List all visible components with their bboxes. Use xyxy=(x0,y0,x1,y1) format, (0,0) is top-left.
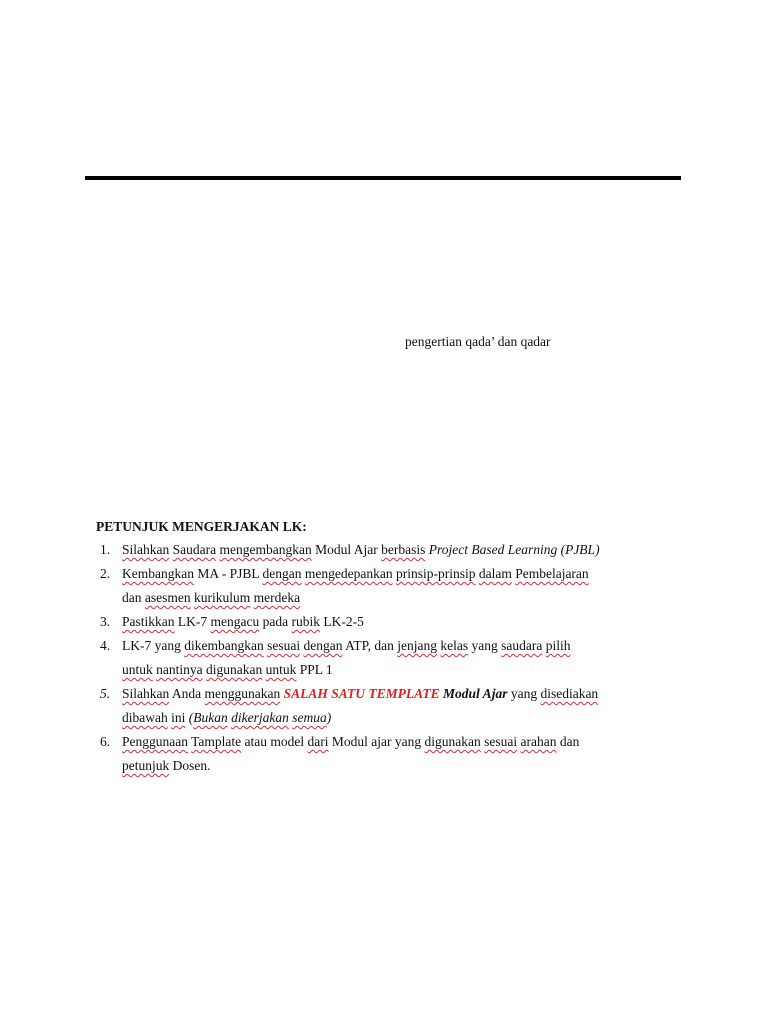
instructions-list xyxy=(96,538,656,778)
word: dengan xyxy=(262,566,302,581)
highlight-text: SALAH SATU TEMPLATE xyxy=(283,686,440,701)
text: model xyxy=(270,734,305,749)
instruction-line xyxy=(122,542,600,557)
instruction-item-2 xyxy=(96,562,656,610)
text: Modul Ajar xyxy=(315,542,378,557)
word: Silahkan xyxy=(122,542,170,557)
word: dari xyxy=(307,734,329,749)
bold-italic-text: Modul Ajar xyxy=(443,686,508,701)
instruction-item-5 xyxy=(96,682,656,730)
paren-close: ) xyxy=(326,710,332,725)
instruction-line xyxy=(122,758,211,773)
paren-open: ( xyxy=(188,710,194,725)
word: ini xyxy=(171,710,186,725)
text: pada xyxy=(262,614,289,629)
word: mengembangkan xyxy=(219,542,312,557)
text: Modul ajar yang xyxy=(331,734,422,749)
text: PPL 1 xyxy=(299,662,333,677)
instruction-item-3 xyxy=(96,610,656,634)
word: untuk xyxy=(265,662,297,677)
word: menggunakan xyxy=(204,686,281,701)
word: semua xyxy=(292,710,327,725)
instruction-line xyxy=(122,734,579,749)
instructions-heading: PETUNJUK MENGERJAKAN LK: xyxy=(96,519,307,534)
horizontal-rule xyxy=(85,176,681,180)
instruction-line xyxy=(122,638,570,653)
instruction-number: 1. xyxy=(100,542,111,557)
topic-text: pengertian qada’ dan qadar xyxy=(405,334,551,349)
instructions-section xyxy=(96,518,656,778)
word: Saudara xyxy=(172,542,217,557)
word: arahan xyxy=(520,734,557,749)
word: merdeka xyxy=(253,590,301,605)
word: nantinya xyxy=(156,662,203,677)
instruction-item-4 xyxy=(96,634,656,682)
word: Silahkan xyxy=(122,686,170,701)
text: Anda xyxy=(171,686,202,701)
instruction-line xyxy=(122,710,331,725)
text: LK-2-5 xyxy=(323,614,364,629)
instruction-line xyxy=(122,662,333,677)
text: yang xyxy=(510,686,538,701)
word: kelas xyxy=(440,638,469,653)
instruction-line xyxy=(122,614,364,629)
word: kurikulum xyxy=(193,590,251,605)
italic-text: Project Based Learning (PJBL) xyxy=(428,542,600,557)
word: Pembelajaran xyxy=(515,566,589,581)
word: digunakan xyxy=(424,734,481,749)
text: ATP, dan xyxy=(345,638,394,653)
word: asesmen xyxy=(144,590,191,605)
text: dan xyxy=(122,590,142,605)
instruction-number: 2. xyxy=(100,566,111,581)
text: Dosen. xyxy=(172,758,211,773)
instruction-item-1 xyxy=(96,538,656,562)
italic-text xyxy=(189,710,331,725)
word: dengan xyxy=(303,638,343,653)
word: digunakan xyxy=(206,662,263,677)
text: LK-7 yang xyxy=(122,638,181,653)
word: disediakan xyxy=(540,686,599,701)
word: sesuai xyxy=(267,638,301,653)
word: dikembangkan xyxy=(184,638,264,653)
word: untuk xyxy=(122,662,153,677)
instruction-number: 6. xyxy=(100,734,111,749)
word: Tamplate xyxy=(191,734,242,749)
word: mengacu xyxy=(210,614,260,629)
word: sesuai xyxy=(484,734,518,749)
word: dalam xyxy=(478,566,512,581)
word: pilih xyxy=(545,638,571,653)
instruction-line xyxy=(122,686,598,701)
word: Pastikkan xyxy=(122,614,175,629)
word: prinsip-prinsip xyxy=(395,566,476,581)
instruction-line xyxy=(122,566,589,581)
text: dan xyxy=(559,734,580,749)
text: LK-7 xyxy=(177,614,208,629)
instruction-number: 4. xyxy=(100,638,111,653)
word: Kembangkan xyxy=(122,566,194,581)
instruction-item-6 xyxy=(96,730,656,778)
word: dibawah xyxy=(122,710,168,725)
word: jenjang xyxy=(397,638,437,653)
word: Penggunaan xyxy=(122,734,188,749)
instruction-line xyxy=(122,590,300,605)
word: Bukan xyxy=(193,710,228,725)
word: rubik xyxy=(291,614,320,629)
text: atau xyxy=(244,734,268,749)
text: yang xyxy=(471,638,498,653)
word: dikerjakan xyxy=(231,710,289,725)
word: saudara xyxy=(501,638,543,653)
instruction-number: 3. xyxy=(100,614,111,629)
instruction-number: 5. xyxy=(100,686,111,701)
word: petunjuk xyxy=(122,758,170,773)
text: MA - PJBL xyxy=(197,566,260,581)
word: mengedepankan xyxy=(304,566,393,581)
word: berbasis xyxy=(381,542,426,557)
